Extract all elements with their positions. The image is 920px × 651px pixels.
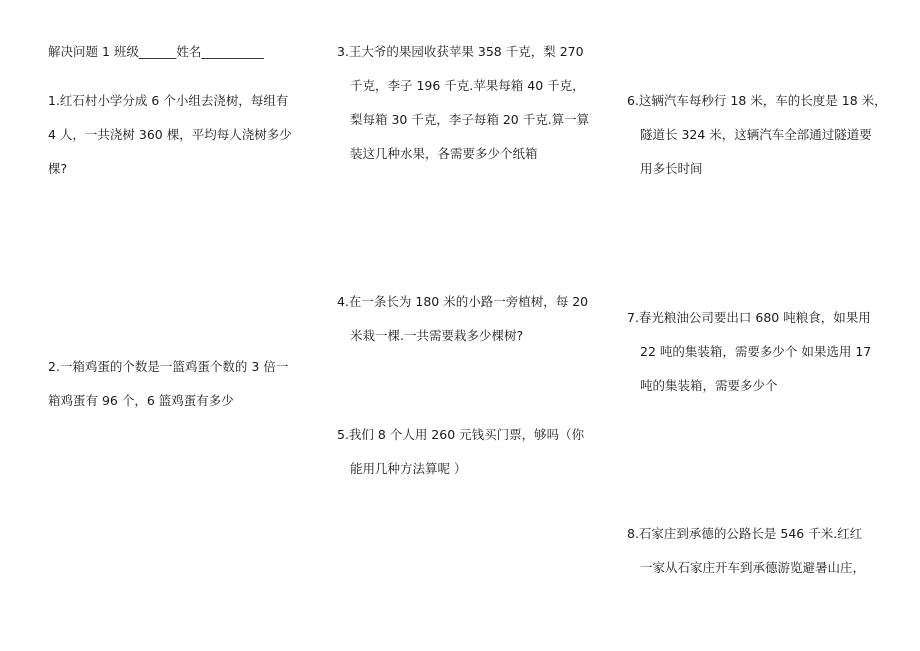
problem-1-line-3: 棵? <box>48 161 68 176</box>
problem-2-line-1: 2.一箱鸡蛋的个数是一篮鸡蛋个数的 3 倍一 <box>48 359 289 374</box>
problem-4-line-1: 4.在一条长为 180 米的小路一旁植树，每 20 <box>337 294 589 309</box>
problem-1-line-2: 4 人，一共浇树 360 棵，平均每人浇树多少 <box>48 127 292 142</box>
problem-4-line-2: 米栽一棵.一共需要栽多少棵树? <box>350 328 524 343</box>
problem-5-line-1: 5.我们 8 个人用 260 元钱买门票，够吗（你 <box>337 427 585 442</box>
problem-6-line-1: 6.这辆汽车每秒行 18 米，车的长度是 18 米， <box>627 93 887 108</box>
problem-3-line-1: 3.王大爷的果园收获苹果 358 千克，梨 270 <box>337 44 584 59</box>
problem-7-line-2: 22 吨的集装箱，需要多少个 如果选用 17 <box>640 344 872 359</box>
problem-6-line-3: 用多长时间 <box>640 161 703 176</box>
problem-5-line-2: 能用几种方法算呢 ） <box>350 461 467 476</box>
problem-8-line-1: 8.石家庄到承德的公路长是 546 千米.红红 <box>627 526 863 541</box>
problem-7-line-3: 吨的集装箱，需要多少个 <box>640 378 778 393</box>
problem-3-line-4: 装这几种水果，各需要多少个纸箱 <box>350 146 538 161</box>
problem-3-line-2: 千克，李子 196 千克.苹果每箱 40 千克， <box>350 78 585 93</box>
problem-6-line-2: 隧道长 324 米，这辆汽车全部通过隧道要 <box>640 127 872 142</box>
worksheet-header: 解决问题 1 班级______姓名__________ <box>48 44 264 59</box>
problem-8-line-2: 一家从石家庄开车到承德游览避暑山庄， <box>640 560 866 575</box>
problem-2-line-2: 箱鸡蛋有 96 个，6 篮鸡蛋有多少 <box>48 393 234 408</box>
problem-3-line-3: 梨每箱 30 千克，李子每箱 20 千克.算一算 <box>350 112 590 127</box>
problem-7-line-1: 7.春光粮油公司要出口 680 吨粮食，如果用 <box>627 310 871 325</box>
problem-1-line-1: 1.红石村小学分成 6 个小组去浇树，每组有 <box>48 93 289 108</box>
